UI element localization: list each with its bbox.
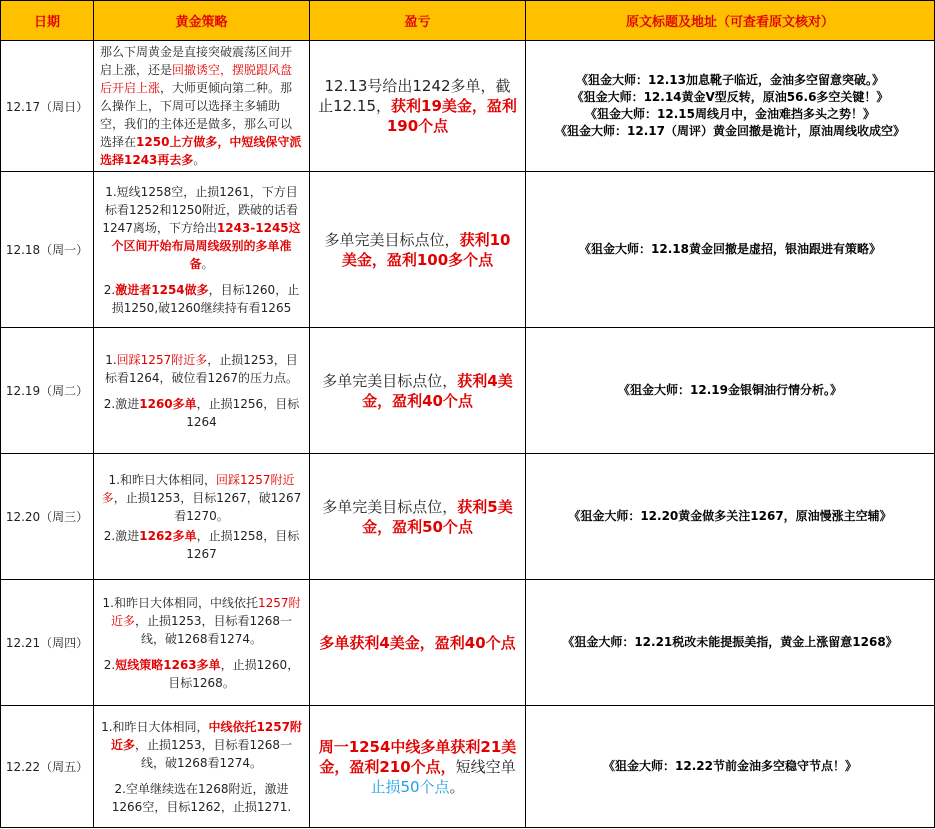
strategy-point-2: 2.激进者1254做多，目标1260，止损1250,破1260继续持有看1265 [103,282,300,315]
strategy-point-2: 2.激进1260多单，止损1256，目标1264 [103,396,300,429]
article-link[interactable]: 《狙金大师：12.22节前金油多空稳守节点！》 [603,759,857,773]
row-pnl: 12.13号给出1242多单，截止12.15，获利19美金，盈利190个点 [310,41,526,172]
row-source-links [526,172,935,328]
row-source-links [526,580,935,706]
table-row [1,706,935,828]
article-link[interactable]: 《狙金大师：12.18黄金回撤是虚招，银油跟进有策略》 [579,242,881,256]
table-row [1,41,935,172]
strategy-point-2: 2.空单继续选在1268附近，激进1266空，目标1262，止损1271. [111,781,292,814]
row-strategy [94,172,310,328]
row-pnl: 多单获利4美金，盈利40个点 [310,580,526,706]
row-pnl: 周一1254中线多单获利21美金，盈利210个点，短线空单 止损50个点。 [310,706,526,828]
row-strategy [94,706,310,828]
header-date: 日期 [1,1,94,41]
row-pnl: 多单完美目标点位，获利4美金，盈利40个点 [310,328,526,454]
row-pnl: 多单完美目标点位，获利10美金，盈利100多个点 [310,172,526,328]
article-link[interactable]: 《狙金大师：12.13加息靴子临近，金油多空留意突破。》 [576,73,884,87]
row-strategy [94,454,310,580]
row-date: 12.17（周日） [1,41,94,172]
row-date: 12.19（周二） [1,328,94,454]
header-row [1,1,935,41]
row-date: 12.22（周五） [1,706,94,828]
strategy-point-1: 1.和昨日大体相同，中线依托1257附近多，止损1253，目标看1268一线，破1268看1274。 [101,719,302,770]
row-strategy [94,41,310,172]
article-link[interactable]: 《狙金大师：12.14黄金V型反转，原油56.6多空关键！》 [571,90,889,104]
row-pnl: 多单完美目标点位，获利5美金，盈利50个点 [310,454,526,580]
table-row [1,172,935,328]
strategy-point-1: 1.回踩1257附近多，止损1253，目标看1264，破位看1267的压力点。 [104,352,299,385]
row-strategy [94,580,310,706]
strategy-point-2: 2.短线策略1263多单，止损1260，目标1268。 [103,657,300,690]
row-source-links [526,328,935,454]
row-date: 12.18（周一） [1,172,94,328]
row-date: 12.20（周三） [1,454,94,580]
row-date: 12.21（周四） [1,580,94,706]
row-strategy [94,328,310,454]
article-link[interactable]: 《狙金大师：12.19金银铜油行情分析。》 [618,383,842,397]
header-source: 原文标题及地址（可查看原文核对） [526,1,935,41]
header-pnl: 盈亏 [310,1,526,41]
table-row [1,580,935,706]
row-source-links [526,454,935,580]
table-row [1,454,935,580]
strategy-point-1: 1.和昨日大体相同，回踩1257附近多，止损1253，目标1267，破1267看1270。 [101,472,302,523]
strategy-point-2: 2.激进1262多单，止损1258，目标1267 [103,528,300,561]
table-row [1,328,935,454]
strategy-text: 那么下周黄金是直接突破震荡区间开启上涨，还是回撤诱空，摆脱跟风盘后开启上涨，大师更倾向第二种。那么操作上，下周可以选择主多辅助空，我们的主体还是做多，那么可以选择在1250上方做多，中短线保守派选择1243再去多。 [100,45,302,167]
row-source-links [526,706,935,828]
article-link[interactable]: 《狙金大师：12.21税改未能提振美指，黄金上涨留意1268》 [562,635,898,649]
article-link[interactable]: 《狙金大师：12.15周线月中，金油难挡多头之势！》 [585,107,875,121]
strategy-point-1: 1.短线1258空，止损1261，下方目标看1252和1250附近，跌破的话看1247离场，下方给出1243-1245这个区间开始布局周线级别的多单准备。 [102,184,301,271]
article-link[interactable]: 《狙金大师：12.20黄金做多关注1267，原油慢涨主空辅》 [568,509,892,523]
row-source-links [526,41,935,172]
strategy-point-1: 1.和昨日大体相同，中线依托1257附近多，止损1253，目标看1268一线，破1268看1274。 [102,595,301,646]
article-link[interactable]: 《狙金大师：12.17（周评）黄金回撤是诡计，原油周线收成空》 [555,124,905,138]
header-strategy: 黄金策略 [94,1,310,41]
